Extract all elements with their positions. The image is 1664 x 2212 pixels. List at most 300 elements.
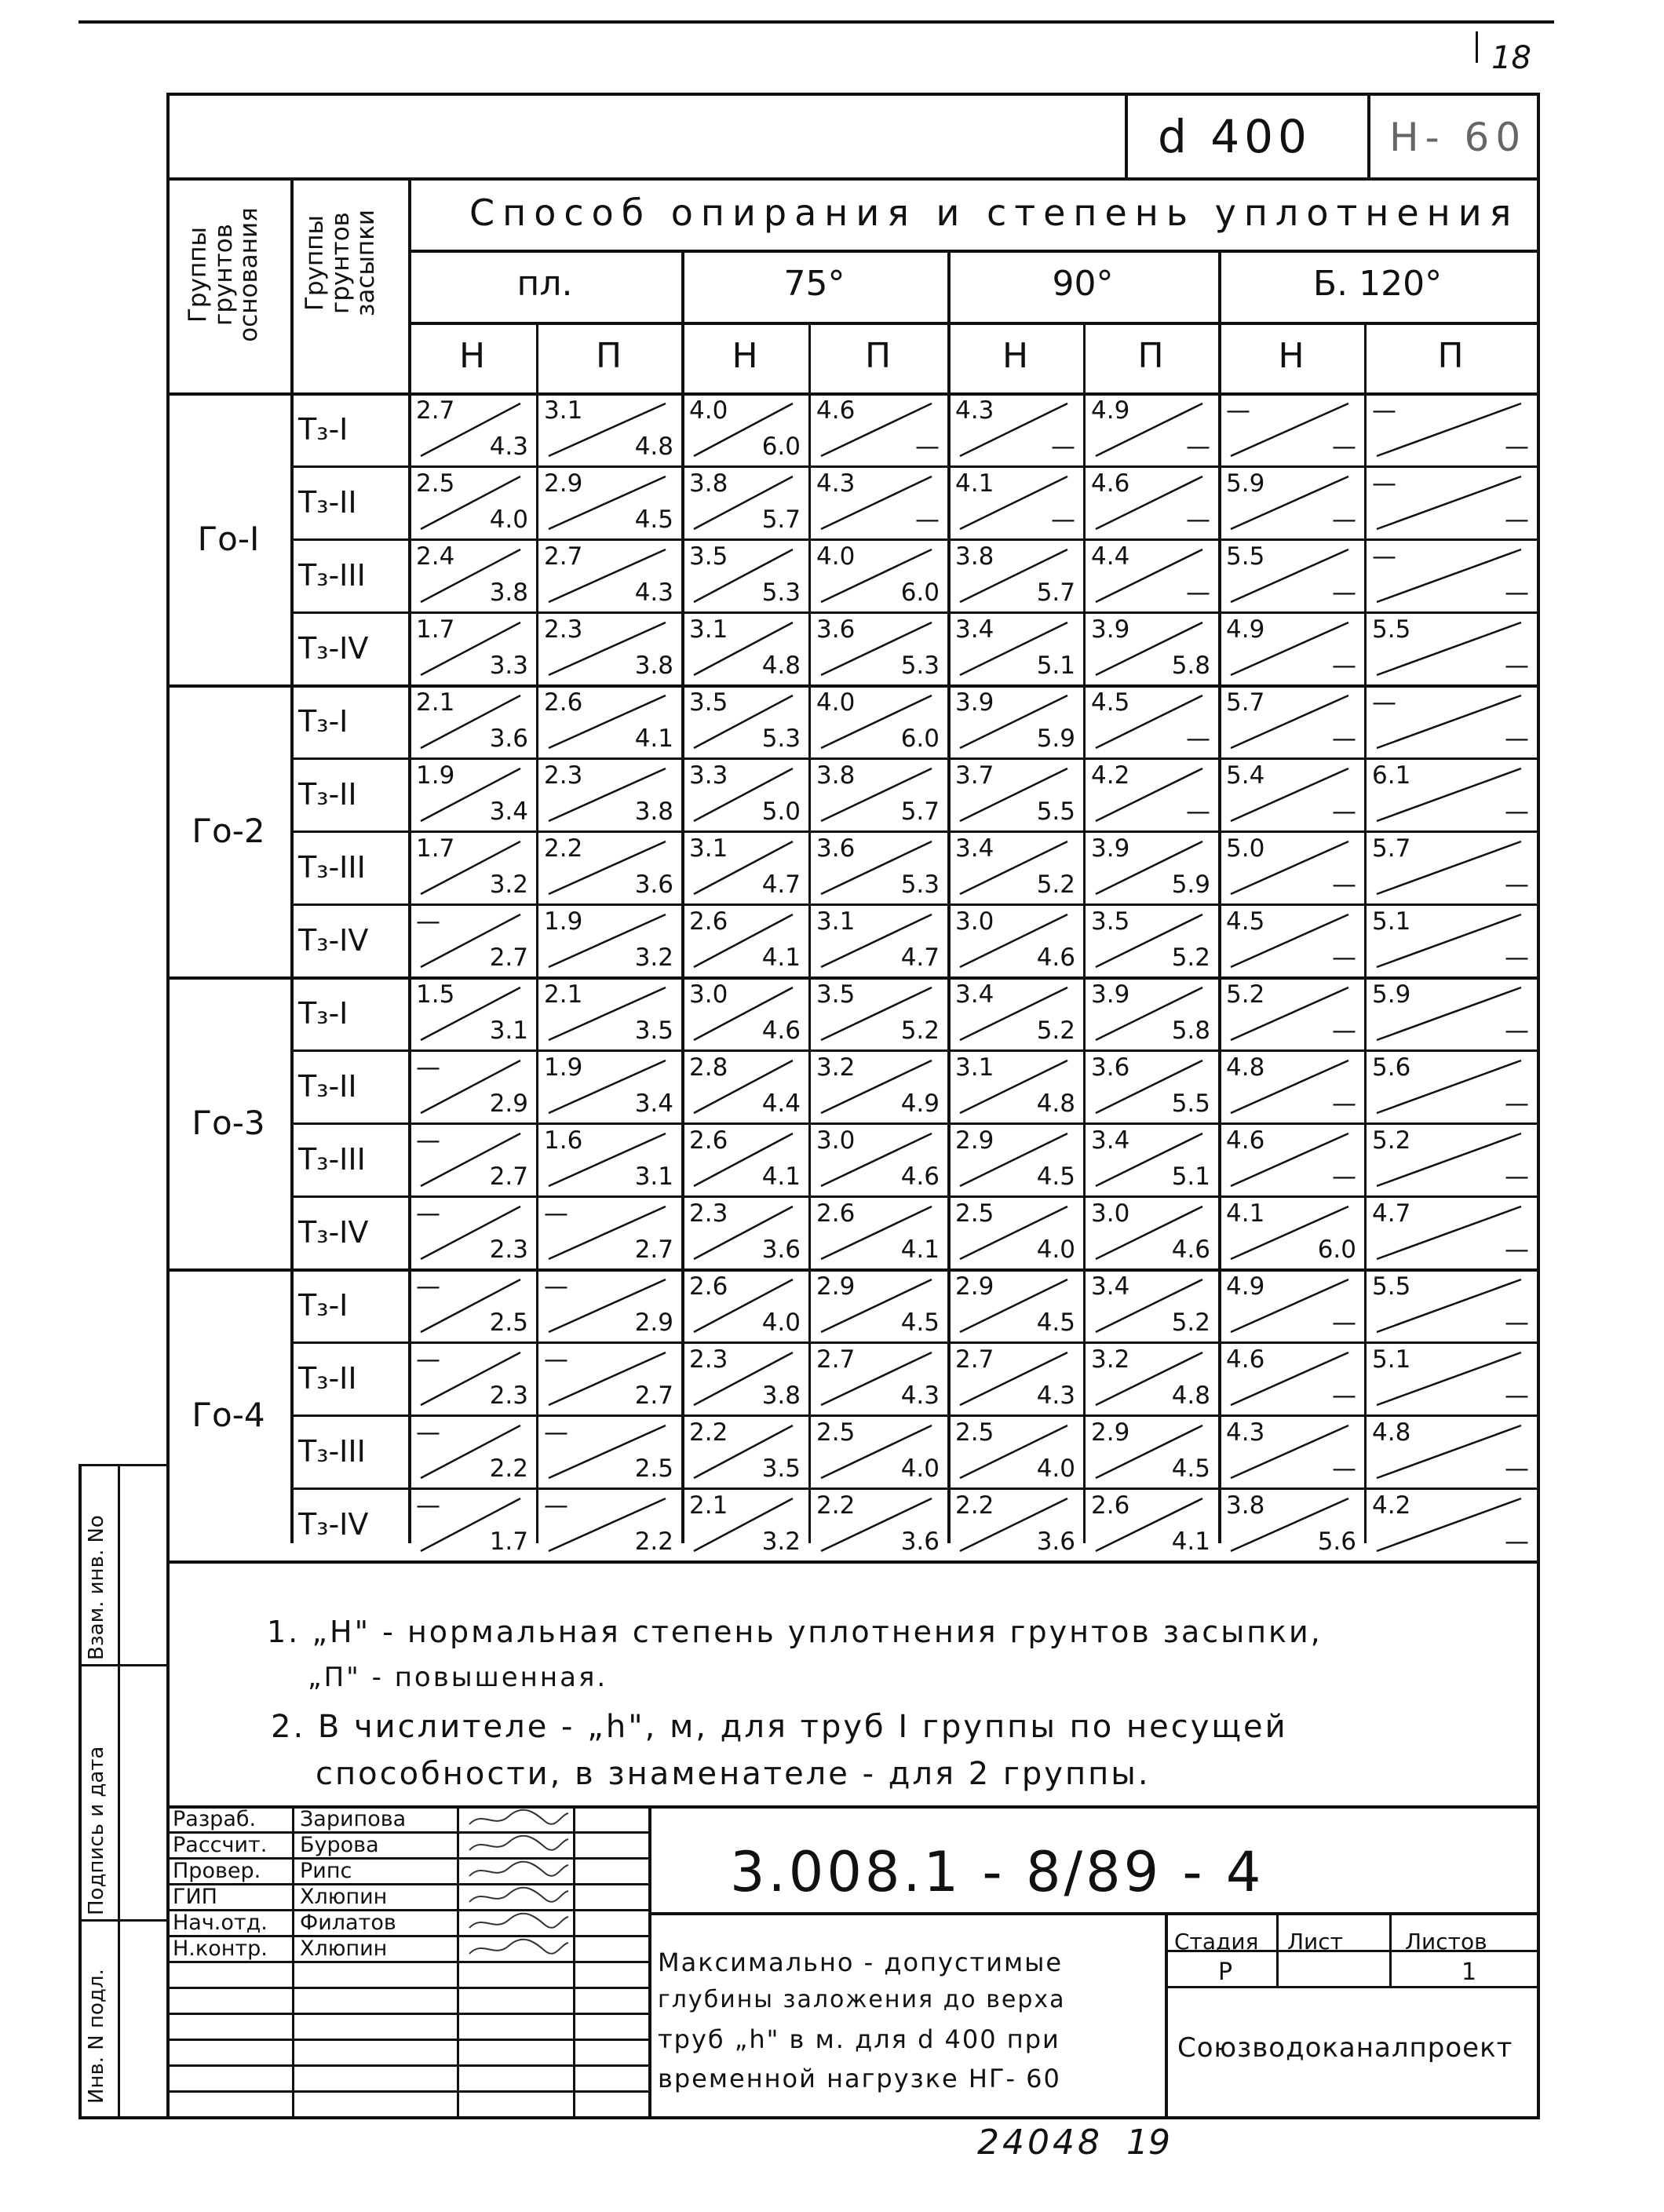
denominator-value: 5.9 <box>1171 871 1210 899</box>
numerator-value: 3.8 <box>955 542 994 571</box>
numerator-value: 3.1 <box>955 1053 994 1082</box>
numerator-value: 2.3 <box>689 1345 728 1374</box>
denominator-value: 4.3 <box>1036 1382 1075 1410</box>
denominator-value: 2.2 <box>489 1455 528 1483</box>
fill-group-label: Т₃-I <box>298 703 348 739</box>
numerator-value: — <box>1372 542 1396 571</box>
title-block-main-divider <box>648 1805 651 2116</box>
fill-group-label: Т₃-I <box>298 1287 348 1323</box>
depth-cell <box>947 611 1083 684</box>
denominator-value: — <box>1332 652 1356 680</box>
depth-cell <box>408 392 536 465</box>
depth-cell <box>1218 1268 1364 1341</box>
depth-cell <box>947 976 1083 1049</box>
denominator-value: 5.0 <box>761 798 801 826</box>
depth-cell <box>681 684 808 757</box>
signature-scribble <box>463 1936 573 1960</box>
numerator-value: 2.1 <box>416 688 455 717</box>
numerator-value: 5.0 <box>1226 834 1265 863</box>
depth-cell <box>681 538 808 611</box>
table-bottom-line <box>166 1560 1537 1564</box>
depth-cell <box>1083 465 1218 538</box>
denominator-value: 5.8 <box>1171 1017 1210 1045</box>
denominator-value: — <box>1332 579 1356 607</box>
denominator-value: 3.8 <box>761 1382 801 1410</box>
denominator-value: 4.7 <box>900 944 940 972</box>
page-number: 18 <box>1491 40 1531 76</box>
depth-cell <box>1083 1414 1218 1487</box>
denominator-value: — <box>1505 871 1529 899</box>
numerator-value: 5.7 <box>1226 688 1265 717</box>
denominator-value: — <box>1332 725 1356 753</box>
denominator-value: 3.8 <box>634 798 673 826</box>
tb-row-line <box>166 1987 648 1989</box>
numerator-value: 4.9 <box>1091 396 1130 425</box>
numerator-value: 4.6 <box>1226 1345 1265 1374</box>
numerator-value: 4.9 <box>1226 1272 1265 1301</box>
depth-cell <box>536 1049 681 1122</box>
numerator-value: 2.6 <box>544 688 583 717</box>
denominator-value: 4.8 <box>634 433 673 461</box>
denominator-value: 4.8 <box>761 652 801 680</box>
numerator-value: 4.6 <box>1091 469 1130 498</box>
numerator-value: 1.5 <box>416 980 455 1009</box>
denominator-value: — <box>1505 1455 1529 1483</box>
depth-cell <box>808 684 947 757</box>
denominator-value: 4.5 <box>634 506 673 534</box>
depth-cell <box>536 465 681 538</box>
degree-label-5: П <box>1137 336 1164 376</box>
depth-cell <box>1218 465 1364 538</box>
denominator-value: — <box>1332 433 1356 461</box>
depth-cell <box>1218 1414 1364 1487</box>
denominator-value: 4.0 <box>900 1455 940 1483</box>
depth-cell <box>808 757 947 830</box>
depth-cell <box>947 757 1083 830</box>
fill-group-label: Т₃-III <box>298 849 366 885</box>
degree-label-1: П <box>595 336 622 376</box>
denominator-value: 2.3 <box>489 1382 528 1410</box>
numerator-value: 1.9 <box>544 1053 583 1082</box>
numerator-value: 1.7 <box>416 834 455 863</box>
numerator-value: 3.0 <box>955 907 994 936</box>
denominator-value: — <box>1505 944 1529 972</box>
denominator-value: 2.7 <box>634 1382 673 1410</box>
denominator-value: 3.5 <box>761 1455 801 1483</box>
depth-cell <box>408 1049 536 1122</box>
organization: Союзводоканалпроект <box>1177 2032 1513 2064</box>
denominator-value: 4.6 <box>900 1163 940 1191</box>
depth-cell <box>1218 1122 1364 1195</box>
depth-cell <box>536 757 681 830</box>
denominator-value: — <box>915 433 940 461</box>
depth-cell <box>1083 1268 1218 1341</box>
base-group-label: Го-2 <box>192 811 265 850</box>
depth-cell <box>1218 1341 1364 1414</box>
numerator-value: 5.7 <box>1372 834 1411 863</box>
depth-cell <box>808 392 947 465</box>
header-div-1 <box>1125 93 1128 179</box>
denominator-value: — <box>1332 871 1356 899</box>
numerator-value: 2.9 <box>1091 1418 1130 1447</box>
denominator-value: — <box>1505 506 1529 534</box>
frame-bottom <box>166 2116 1540 2119</box>
stamp-top <box>78 1464 166 1466</box>
numerator-value: 2.7 <box>416 396 455 425</box>
denominator-value: — <box>915 506 940 534</box>
denominator-value: 3.6 <box>1036 1528 1075 1556</box>
numerator-value: 3.0 <box>816 1126 856 1155</box>
denominator-value: 2.3 <box>489 1236 528 1264</box>
denominator-value: — <box>1505 433 1529 461</box>
denominator-value: 2.5 <box>489 1309 528 1337</box>
note-2a: 2. В числителе - „h", м, для труб I группы по несущей <box>271 1709 1288 1745</box>
denominator-value: — <box>1505 1382 1529 1410</box>
sheet-divider <box>1389 1912 1392 1986</box>
signature-scribble <box>463 1833 573 1856</box>
depth-cell <box>1218 392 1364 465</box>
depth-cell <box>1364 1122 1537 1195</box>
numerator-value: 2.5 <box>416 469 455 498</box>
tb-row-line <box>166 1883 648 1885</box>
numerator-value: 3.6 <box>816 834 856 863</box>
degree-label-6: Н <box>1278 336 1305 376</box>
numerator-value: — <box>416 1272 440 1301</box>
denominator-value: 3.2 <box>761 1528 801 1556</box>
depth-cell <box>681 465 808 538</box>
tb-name: Рипс <box>300 1859 352 1883</box>
denominator-value: — <box>1332 1017 1356 1045</box>
denominator-value: — <box>1186 506 1210 534</box>
base-group-label: Го-I <box>197 519 260 558</box>
numerator-value: 3.1 <box>689 834 728 863</box>
numerator-value: 2.6 <box>689 907 728 936</box>
fill-groups-header: Группы грунтов засыпки <box>301 209 381 317</box>
numerator-value: 2.6 <box>689 1272 728 1301</box>
depth-cell <box>536 830 681 903</box>
org-col-left <box>1165 1912 1168 2116</box>
depth-cell <box>1364 465 1537 538</box>
denominator-value: 4.1 <box>900 1236 940 1264</box>
denominator-value: 5.2 <box>1036 1017 1075 1045</box>
depth-cell <box>408 1487 536 1560</box>
tb-name: Хлюпин <box>300 1885 388 1909</box>
depth-cell <box>681 1414 808 1487</box>
method-label-3: Б. 120° <box>1312 264 1443 304</box>
method-label-1: 75° <box>783 264 845 304</box>
numerator-value: 3.4 <box>955 615 994 644</box>
stamp-vzam-inv: Взам. инв. No <box>85 1515 108 1660</box>
depth-cell <box>1083 1341 1218 1414</box>
depth-cell <box>947 1341 1083 1414</box>
denominator-value: 4.6 <box>1171 1236 1210 1264</box>
depth-cell <box>1364 976 1537 1049</box>
numerator-value: — <box>1372 469 1396 498</box>
tb-row-line <box>166 2039 648 2041</box>
numerator-value: — <box>544 1199 568 1228</box>
denominator-value: 4.7 <box>761 871 801 899</box>
denominator-value: 6.0 <box>900 725 940 753</box>
tb-role: Нач.отд. <box>173 1911 268 1935</box>
numerator-value: — <box>1226 396 1250 425</box>
depth-cell <box>536 392 681 465</box>
numerator-value: 1.9 <box>416 761 455 790</box>
numerator-value: 2.5 <box>955 1418 994 1447</box>
depth-cell <box>1364 611 1537 684</box>
numerator-value: 1.6 <box>544 1126 583 1155</box>
depth-cell <box>681 976 808 1049</box>
numerator-value: 1.7 <box>416 615 455 644</box>
depth-cell <box>408 1195 536 1268</box>
numerator-value: 2.6 <box>689 1126 728 1155</box>
denominator-value: — <box>1505 725 1529 753</box>
denominator-value: 4.0 <box>1036 1455 1075 1483</box>
signature-scribble <box>463 1885 573 1908</box>
fill-group-label: Т₃-I <box>298 411 348 447</box>
denominator-value: 5.2 <box>900 1017 940 1045</box>
numerator-value: 1.9 <box>544 907 583 936</box>
numerator-value: 5.1 <box>1372 1345 1411 1374</box>
denominator-value: — <box>1505 1017 1529 1045</box>
depth-cell <box>947 1487 1083 1560</box>
stage-label: Стадия <box>1174 1929 1259 1955</box>
denominator-value: 4.8 <box>1171 1382 1210 1410</box>
numerator-value: 2.2 <box>955 1491 994 1520</box>
numerator-value: 3.1 <box>544 396 583 425</box>
numerator-value: 3.5 <box>816 980 856 1009</box>
depth-cell <box>947 903 1083 976</box>
depth-cell <box>947 1049 1083 1122</box>
fill-group-label: Т₃-II <box>298 1068 357 1104</box>
numerator-value: 5.5 <box>1372 615 1411 644</box>
depth-cell <box>536 1487 681 1560</box>
depth-cell <box>808 1414 947 1487</box>
depth-cell <box>408 1122 536 1195</box>
numerator-value: 5.5 <box>1226 542 1265 571</box>
title-line-1: Максимально - допустимые <box>658 1947 1064 1977</box>
denominator-value: — <box>1505 1236 1529 1264</box>
numerator-value: 3.8 <box>816 761 856 790</box>
numerator-value: 3.1 <box>689 615 728 644</box>
denominator-value: 5.1 <box>1036 652 1075 680</box>
denominator-value: 3.8 <box>634 652 673 680</box>
footer-page: 19 <box>1126 2123 1170 2163</box>
numerator-value: 2.6 <box>1091 1491 1130 1520</box>
numerator-value: 3.9 <box>1091 615 1130 644</box>
depth-cell <box>947 1122 1083 1195</box>
numerator-value: 4.1 <box>1226 1199 1265 1228</box>
method-label-0: пл. <box>516 264 573 304</box>
depth-cell <box>808 611 947 684</box>
depth-cell <box>1364 1414 1537 1487</box>
denominator-value: 6.0 <box>900 579 940 607</box>
denominator-value: 2.9 <box>489 1090 528 1118</box>
numerator-value: 2.7 <box>816 1345 856 1374</box>
numerator-value: 3.6 <box>1091 1053 1130 1082</box>
numerator-value: 4.4 <box>1091 542 1130 571</box>
depth-cell <box>1083 1049 1218 1122</box>
denominator-value: — <box>1186 579 1210 607</box>
title-line-4: временной нагрузке НГ- 60 <box>658 2064 1061 2093</box>
numerator-value: 3.5 <box>1091 907 1130 936</box>
numerator-value: 2.2 <box>816 1491 856 1520</box>
diameter-label: d 400 <box>1158 110 1312 163</box>
denominator-value: 1.7 <box>489 1528 528 1556</box>
fill-group-label: Т₃-IV <box>298 1214 369 1250</box>
denominator-value: — <box>1505 1309 1529 1337</box>
denominator-value: 3.3 <box>489 652 528 680</box>
denominator-value: 5.7 <box>761 506 801 534</box>
fill-group-label: Т₃-IV <box>298 630 369 666</box>
depth-cell <box>536 611 681 684</box>
depth-cell <box>1364 538 1537 611</box>
numerator-value: — <box>544 1272 568 1301</box>
depth-cell <box>408 1268 536 1341</box>
denominator-value: — <box>1505 1528 1529 1556</box>
depth-cell <box>808 465 947 538</box>
depth-cell <box>808 976 947 1049</box>
header-div-2 <box>1367 93 1370 179</box>
denominator-value: 5.5 <box>1171 1090 1210 1118</box>
depth-cell <box>536 1341 681 1414</box>
frame-right <box>1537 93 1540 2116</box>
denominator-value: — <box>1332 506 1356 534</box>
numerator-value: 4.5 <box>1091 688 1130 717</box>
numerator-value: 4.5 <box>1226 907 1265 936</box>
signature-scribble <box>463 1859 573 1882</box>
depth-cell <box>1218 538 1364 611</box>
stage-row-line <box>1165 1950 1537 1952</box>
numerator-value: 6.1 <box>1372 761 1411 790</box>
numerator-value: 2.2 <box>689 1418 728 1447</box>
denominator-value: 4.0 <box>1036 1236 1075 1264</box>
depth-cell <box>408 611 536 684</box>
degree-label-3: П <box>864 336 892 376</box>
depth-cell <box>408 903 536 976</box>
depth-cell <box>947 392 1083 465</box>
numerator-value: — <box>416 1126 440 1155</box>
tb-name: Филатов <box>300 1911 396 1935</box>
denominator-value: 5.2 <box>1171 944 1210 972</box>
stage-value: Р <box>1218 1958 1233 1986</box>
depth-cell <box>1364 392 1537 465</box>
depth-cell <box>681 1195 808 1268</box>
tb-name: Бурова <box>300 1833 379 1857</box>
depth-cell <box>1083 757 1218 830</box>
denominator-value: 4.0 <box>761 1309 801 1337</box>
depth-cell <box>1218 1195 1364 1268</box>
fill-group-label: Т₃-IV <box>298 922 369 958</box>
fill-group-label: Т₃-II <box>298 776 357 812</box>
stamp-signature-date: Подпись и дата <box>85 1746 108 1915</box>
numerator-value: 4.0 <box>689 396 728 425</box>
denominator-value: 3.4 <box>634 1090 673 1118</box>
numerator-value: 3.4 <box>1091 1126 1130 1155</box>
numerator-value: 4.7 <box>1372 1199 1411 1228</box>
depth-cell <box>408 1341 536 1414</box>
stamp-inner <box>118 1464 120 2116</box>
numerator-value: 5.6 <box>1372 1053 1411 1082</box>
numerator-value: 5.5 <box>1372 1272 1411 1301</box>
denominator-value: — <box>1186 433 1210 461</box>
depth-cell <box>1364 1195 1537 1268</box>
depth-cell <box>536 903 681 976</box>
degree-label-7: П <box>1437 336 1464 376</box>
depth-cell <box>536 1414 681 1487</box>
numerator-value: 4.8 <box>1226 1053 1265 1082</box>
numerator-value: 5.4 <box>1226 761 1265 790</box>
fill-group-label: Т₃-IV <box>298 1506 369 1542</box>
depth-cell <box>681 392 808 465</box>
depth-cell <box>681 1122 808 1195</box>
denominator-value: 3.5 <box>634 1017 673 1045</box>
numerator-value: 5.1 <box>1372 907 1411 936</box>
depth-cell <box>947 1268 1083 1341</box>
denominator-value: 5.7 <box>900 798 940 826</box>
base-group-label: Го-4 <box>192 1395 265 1434</box>
numerator-value: 4.2 <box>1372 1491 1411 1520</box>
numerator-value: — <box>416 1199 440 1228</box>
numerator-value: 2.3 <box>689 1199 728 1228</box>
numerator-value: 2.7 <box>955 1345 994 1374</box>
degree-label-4: Н <box>1002 336 1029 376</box>
depth-cell <box>681 903 808 976</box>
depth-cell <box>947 830 1083 903</box>
numerator-value: 3.6 <box>816 615 856 644</box>
degree-label-0: Н <box>458 336 486 376</box>
numerator-value: 2.5 <box>816 1418 856 1447</box>
note-2b: способности, в знаменателе - для 2 группы. <box>316 1756 1151 1792</box>
denominator-value: 5.7 <box>1036 579 1075 607</box>
depth-cell <box>536 1122 681 1195</box>
numerator-value: — <box>416 1345 440 1374</box>
fill-group-label: Т₃-II <box>298 1360 357 1396</box>
denominator-value: 4.6 <box>1036 944 1075 972</box>
depth-cell <box>947 538 1083 611</box>
archive-number: 24048 <box>977 2123 1103 2163</box>
denominator-value: 4.5 <box>900 1309 940 1337</box>
numerator-value: — <box>544 1418 568 1447</box>
numerator-value: 3.9 <box>955 688 994 717</box>
numerator-value: — <box>416 1491 440 1520</box>
denominator-value: 4.9 <box>900 1090 940 1118</box>
numerator-value: 4.6 <box>816 396 856 425</box>
numerator-value: 5.9 <box>1372 980 1411 1009</box>
denominator-value: 5.2 <box>1036 871 1075 899</box>
depth-cell <box>536 976 681 1049</box>
denominator-value: — <box>1505 1090 1529 1118</box>
depth-cell <box>1364 1487 1537 1560</box>
numerator-value: — <box>544 1345 568 1374</box>
stamp-bottom <box>78 2116 166 2119</box>
depth-cell <box>681 1268 808 1341</box>
numerator-value: 2.9 <box>816 1272 856 1301</box>
depth-cell <box>808 538 947 611</box>
depth-cell <box>1364 830 1537 903</box>
numerator-value: 3.7 <box>955 761 994 790</box>
denominator-value: 3.4 <box>489 798 528 826</box>
numerator-value: 4.0 <box>816 542 856 571</box>
denominator-value: 5.5 <box>1036 798 1075 826</box>
depth-cell <box>681 757 808 830</box>
denominator-value: — <box>1332 798 1356 826</box>
denominator-value: 3.6 <box>634 871 673 899</box>
depth-cell <box>408 1414 536 1487</box>
denominator-value: 3.1 <box>489 1017 528 1045</box>
depth-cell <box>408 538 536 611</box>
denominator-value: 5.8 <box>1171 652 1210 680</box>
denominator-value: — <box>1332 1455 1356 1483</box>
